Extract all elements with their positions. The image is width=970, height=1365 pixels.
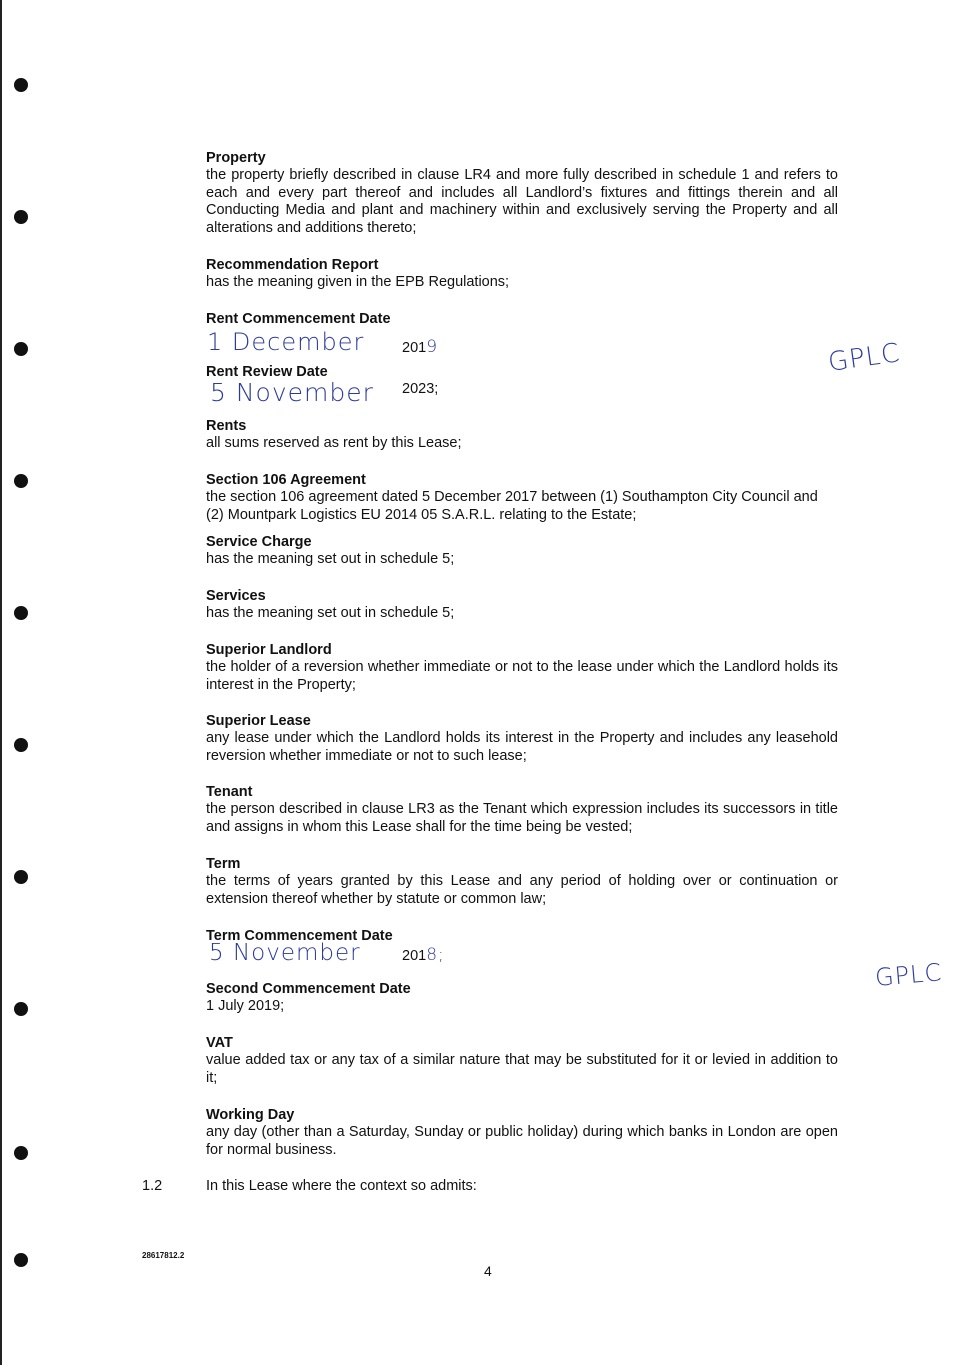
page-number: 4 — [484, 1263, 492, 1279]
definition-term: Services — [206, 588, 266, 604]
definition-term: Rent Review Date — [206, 364, 328, 380]
definition-second-commencement-date — [206, 980, 838, 1016]
definition-text: the person described in clause LR3 as the Tenant which expression includes its successors in title and assigns in whom this Lease shall for the time being be vested; — [206, 801, 838, 835]
definition-term: Superior Lease — [206, 713, 311, 729]
definition-vat — [206, 1034, 838, 1087]
definition-term: Tenant — [206, 784, 253, 800]
definition-text: has the meaning given in the EPB Regulations; — [206, 274, 510, 290]
definition-term: Superior Landlord — [206, 642, 332, 658]
punch-hole — [14, 1253, 28, 1267]
definition-text: the property briefly described in clause LR4 and more fully described in schedule 1 and refers to each and every part thereof and includes all Landlord’s fixtures and fittings therein and all Conducting Media and plant and machinery within and exclusively serving the Property and all alterations and additions thereto; — [206, 167, 838, 237]
definition-term: Rents — [206, 418, 247, 434]
definition-services — [206, 587, 838, 623]
definition-text: the holder of a reversion whether immediate or not to the lease under which the Landlord holds its interest in the Property; — [206, 659, 838, 693]
definition-term: Working Day — [206, 1107, 295, 1123]
definition-text: 1 July 2019; — [206, 998, 285, 1014]
typed-year: 2023; — [402, 381, 439, 397]
definition-text: all sums reserved as rent by this Lease; — [206, 435, 462, 451]
punch-hole — [14, 606, 28, 620]
clause-text: In this Lease where the context so admits: — [206, 1178, 477, 1194]
definition-term: VAT — [206, 1035, 233, 1051]
definition-term-entry — [206, 855, 838, 908]
definition-service-charge — [206, 533, 838, 569]
definition-text: has the meaning set out in schedule 5; — [206, 551, 455, 567]
handwritten-year-digit: 8; — [426, 945, 445, 965]
definition-superior-landlord — [206, 641, 838, 694]
handwritten-date: 5 November — [209, 940, 361, 966]
punch-hole — [14, 1146, 28, 1160]
definition-term: Term — [206, 856, 241, 872]
definition-section-106-agreement — [206, 471, 838, 524]
definition-tenant — [206, 783, 838, 836]
definition-superior-lease — [206, 712, 838, 765]
handwritten-date: 5 November — [210, 378, 374, 407]
definition-text: has the meaning set out in schedule 5; — [206, 605, 455, 621]
handwritten-date: 1 December — [207, 328, 365, 356]
typed-year — [402, 337, 438, 357]
definition-text: value added tax or any tax of a similar nature that may be substituted for it or levied in addition to it; — [206, 1052, 838, 1086]
definition-term: Property — [206, 150, 266, 166]
handwritten-initials: GPLC — [873, 958, 944, 992]
definition-property — [206, 149, 838, 238]
definition-term: Term Commencement Date — [206, 928, 393, 944]
typed-year-prefix: 201 — [402, 948, 427, 964]
definition-text: any day (other than a Saturday, Sunday or public holiday) during which banks in London are open for normal business. — [206, 1124, 838, 1158]
definition-term: Second Commencement Date — [206, 981, 411, 997]
definition-rents — [206, 417, 838, 453]
punch-hole — [14, 738, 28, 752]
definition-text: the section 106 agreement dated 5 December 2017 between (1) Southampton City Council and (2) Mountpark Logistics EU 2014 05 S.A.R.L. relating to the Estate; — [206, 489, 818, 523]
punch-hole — [14, 474, 28, 488]
page-edge — [0, 0, 2, 1365]
definition-text: the terms of years granted by this Lease and any period of holding over or continuation or extension thereof whether by statute or common law; — [206, 873, 838, 907]
definition-text: any lease under which the Landlord holds its interest in the Property and includes any leasehold reversion whether immediate or not to such lease; — [206, 730, 838, 764]
definition-rent-commencement-date — [206, 310, 838, 328]
definition-term: Service Charge — [206, 534, 312, 550]
typed-year-prefix: 201 — [402, 340, 427, 356]
punch-hole — [14, 870, 28, 884]
handwritten-year-digit: 9 — [426, 337, 439, 357]
definition-term: Recommendation Report — [206, 257, 379, 273]
definition-working-day — [206, 1106, 838, 1159]
punch-hole — [14, 342, 28, 356]
handwritten-initials: GPLC — [826, 338, 903, 378]
punch-hole — [14, 78, 28, 92]
punch-hole — [14, 1002, 28, 1016]
clause-number: 1.2 — [142, 1178, 163, 1194]
typed-year — [402, 945, 445, 965]
punch-hole — [14, 210, 28, 224]
definition-term: Section 106 Agreement — [206, 472, 366, 488]
document-reference: 28617812.2 — [142, 1251, 185, 1260]
definition-term: Rent Commencement Date — [206, 311, 391, 327]
definition-recommendation-report — [206, 256, 838, 292]
